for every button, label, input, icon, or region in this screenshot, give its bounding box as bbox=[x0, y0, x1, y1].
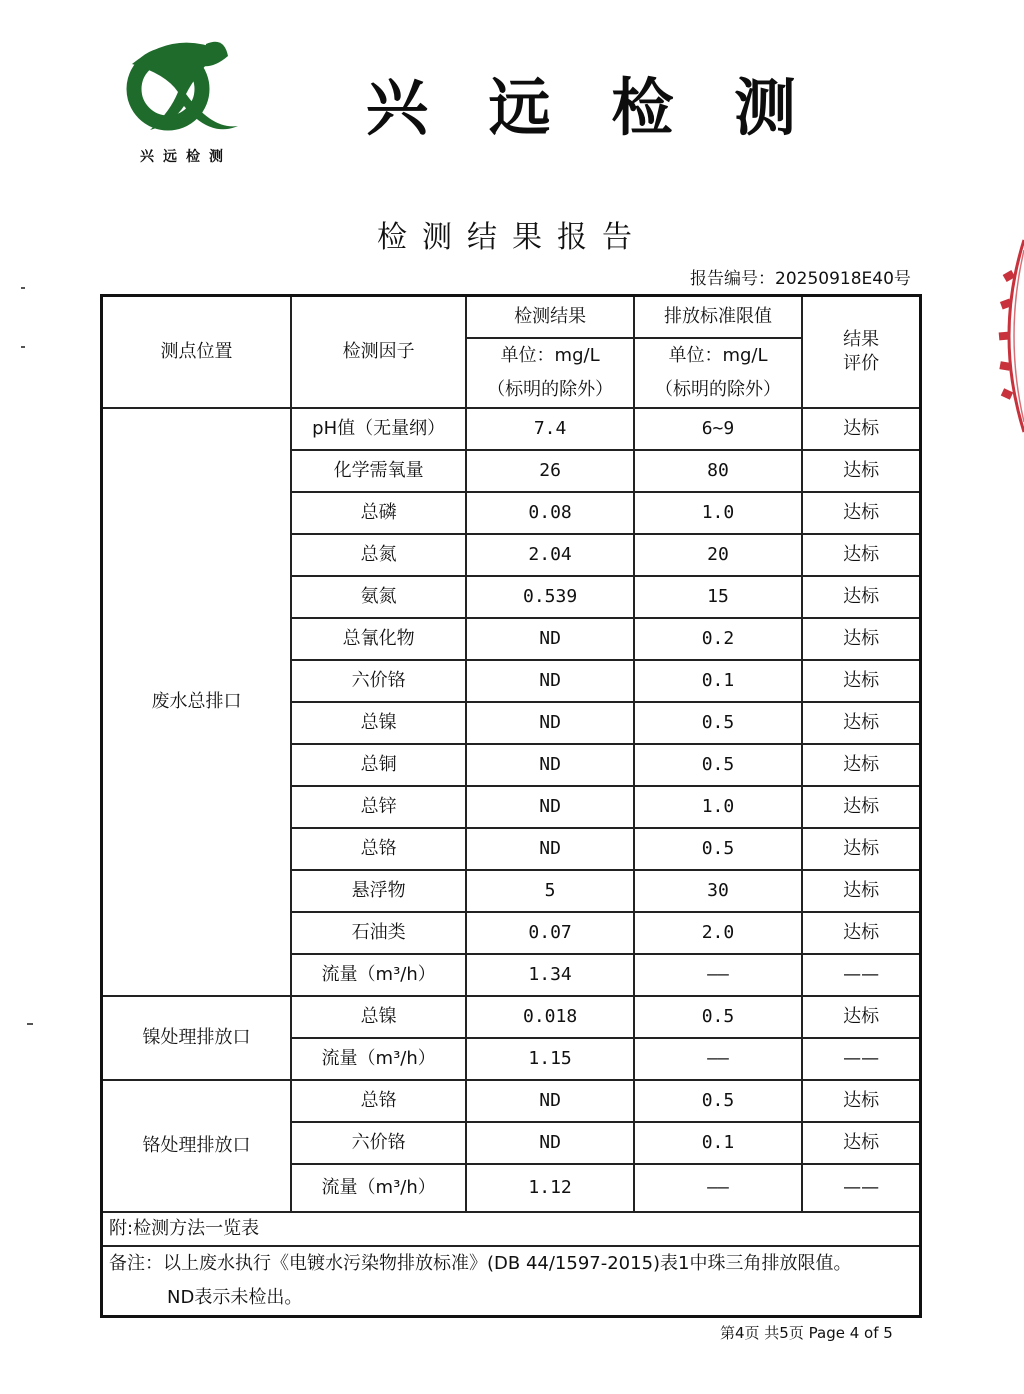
eval-cell: 达标 bbox=[802, 576, 920, 618]
eval-cell: —— bbox=[802, 954, 920, 996]
company-name bbox=[366, 62, 796, 142]
result-cell: 1.15 bbox=[466, 1038, 633, 1080]
limit-cell: 0.5 bbox=[634, 702, 802, 744]
report-number-label: 报告编号： bbox=[690, 269, 775, 289]
location-cell: 镍处理排放口 bbox=[102, 996, 291, 1080]
result-cell: ND bbox=[466, 1122, 633, 1164]
limit-cell: 0.1 bbox=[634, 660, 802, 702]
report-title: 检测结果报告 bbox=[377, 220, 647, 255]
eval-cell: 达标 bbox=[802, 534, 920, 576]
location-cell: 废水总排口 bbox=[102, 408, 291, 996]
factor-cell: pH值（无量纲） bbox=[291, 408, 466, 450]
eval-cell: 达标 bbox=[802, 912, 920, 954]
factor-cell: 流量（m³/h） bbox=[291, 954, 466, 996]
limit-cell: 15 bbox=[634, 576, 802, 618]
factor-cell: 氨氮 bbox=[291, 576, 466, 618]
limit-cell: 6~9 bbox=[634, 408, 802, 450]
factor-cell: 总铜 bbox=[291, 744, 466, 786]
result-cell: ND bbox=[466, 828, 633, 870]
factor-cell: 总氰化物 bbox=[291, 618, 466, 660]
seal-stamp-icon bbox=[990, 236, 1024, 436]
result-cell: ND bbox=[466, 618, 633, 660]
logo-mark-icon bbox=[122, 34, 250, 144]
table-row bbox=[102, 996, 921, 1038]
limit-cell: 80 bbox=[634, 450, 802, 492]
limit-cell: —— bbox=[634, 1164, 802, 1212]
page-number-en: Page 4 of 5 bbox=[808, 1324, 893, 1342]
result-cell: ND bbox=[466, 702, 633, 744]
eval-cell: —— bbox=[802, 1164, 920, 1212]
limit-cell: 20 bbox=[634, 534, 802, 576]
limit-cell: 1.0 bbox=[634, 492, 802, 534]
location-cell: 铬处理排放口 bbox=[102, 1080, 291, 1212]
factor-cell: 流量（m³/h） bbox=[291, 1038, 466, 1080]
factor-cell: 六价铬 bbox=[291, 660, 466, 702]
factor-cell: 总镍 bbox=[291, 996, 466, 1038]
note-cell bbox=[102, 1246, 921, 1317]
eval-cell: 达标 bbox=[802, 450, 920, 492]
factor-cell: 流量（m³/h） bbox=[291, 1164, 466, 1212]
header-result-unit bbox=[466, 338, 633, 408]
unit-text: 单位：mg/L bbox=[668, 344, 768, 366]
eval-cell: 达标 bbox=[802, 786, 920, 828]
eval-cell: 达标 bbox=[802, 996, 920, 1038]
header-factor: 检测因子 bbox=[291, 296, 466, 408]
limit-cell: 30 bbox=[634, 870, 802, 912]
scan-mark bbox=[27, 1023, 33, 1025]
eval-cell: 达标 bbox=[802, 744, 920, 786]
header-location: 测点位置 bbox=[102, 296, 291, 408]
note-line: 备注：以上废水执行《电镀水污染物排放标准》(DB 44/1597-2015)表1中珠三角排放限值。 bbox=[109, 1252, 852, 1274]
result-cell: 2.04 bbox=[466, 534, 633, 576]
result-cell: ND bbox=[466, 744, 633, 786]
eval-cell: —— bbox=[802, 1038, 920, 1080]
result-cell: 26 bbox=[466, 450, 633, 492]
limit-cell: 0.5 bbox=[634, 744, 802, 786]
factor-cell: 总铬 bbox=[291, 828, 466, 870]
table-row bbox=[102, 1080, 921, 1122]
eval-cell: 达标 bbox=[802, 492, 920, 534]
page-number-cn: 第4页 共5页 bbox=[720, 1324, 804, 1342]
company-char: 兴 bbox=[366, 70, 429, 144]
result-cell: ND bbox=[466, 660, 633, 702]
factor-cell: 总氮 bbox=[291, 534, 466, 576]
note-line: ND表示未检出。 bbox=[167, 1286, 303, 1308]
company-char: 检 bbox=[611, 70, 674, 144]
factor-cell: 六价铬 bbox=[291, 1122, 466, 1164]
page-footer bbox=[720, 1322, 893, 1343]
report-number bbox=[690, 264, 911, 289]
factor-cell: 化学需氧量 bbox=[291, 450, 466, 492]
eval-cell: 达标 bbox=[802, 660, 920, 702]
results-table bbox=[100, 294, 922, 1318]
header-limit: 排放标准限值 bbox=[634, 296, 802, 338]
header-evaluation-text: 结果评价 bbox=[843, 328, 880, 374]
eval-cell: 达标 bbox=[802, 702, 920, 744]
result-cell: ND bbox=[466, 786, 633, 828]
table-header-row bbox=[102, 296, 921, 338]
eval-cell: 达标 bbox=[802, 408, 920, 450]
unit-note-text: （标明的除外） bbox=[487, 378, 614, 400]
eval-cell: 达标 bbox=[802, 1080, 920, 1122]
table-row bbox=[102, 408, 921, 450]
limit-cell: 0.5 bbox=[634, 1080, 802, 1122]
result-cell: 5 bbox=[466, 870, 633, 912]
eval-cell: 达标 bbox=[802, 828, 920, 870]
appendix-cell: 附:检测方法一览表 bbox=[102, 1212, 921, 1246]
factor-cell: 总磷 bbox=[291, 492, 466, 534]
company-char: 远 bbox=[488, 70, 551, 144]
note-row bbox=[102, 1246, 921, 1317]
limit-cell: —— bbox=[634, 1038, 802, 1080]
limit-cell: 0.1 bbox=[634, 1122, 802, 1164]
result-cell: 0.018 bbox=[466, 996, 633, 1038]
limit-cell: 0.5 bbox=[634, 828, 802, 870]
result-cell: 1.12 bbox=[466, 1164, 633, 1212]
result-cell: 7.4 bbox=[466, 408, 633, 450]
report-number-value: 20250918E40号 bbox=[775, 269, 911, 289]
seal-stamp bbox=[990, 236, 1024, 436]
result-cell: 0.539 bbox=[466, 576, 633, 618]
result-cell: ND bbox=[466, 1080, 633, 1122]
scan-mark bbox=[21, 346, 25, 348]
eval-cell: 达标 bbox=[802, 870, 920, 912]
unit-text: 单位：mg/L bbox=[500, 344, 600, 366]
factor-cell: 总镍 bbox=[291, 702, 466, 744]
eval-cell: 达标 bbox=[802, 1122, 920, 1164]
limit-cell: —— bbox=[634, 954, 802, 996]
factor-cell: 悬浮物 bbox=[291, 870, 466, 912]
header-evaluation bbox=[802, 296, 920, 408]
logo-caption: 兴远检测 bbox=[140, 149, 232, 165]
result-cell: 0.08 bbox=[466, 492, 633, 534]
unit-note-text: （标明的除外） bbox=[654, 378, 781, 400]
header-result: 检测结果 bbox=[466, 296, 633, 338]
factor-cell: 总铬 bbox=[291, 1080, 466, 1122]
factor-cell: 总锌 bbox=[291, 786, 466, 828]
limit-cell: 0.2 bbox=[634, 618, 802, 660]
appendix-row bbox=[102, 1212, 921, 1246]
header-limit-unit bbox=[634, 338, 802, 408]
eval-cell: 达标 bbox=[802, 618, 920, 660]
company-char: 测 bbox=[733, 70, 796, 144]
limit-cell: 0.5 bbox=[634, 996, 802, 1038]
result-cell: 0.07 bbox=[466, 912, 633, 954]
result-cell: 1.34 bbox=[466, 954, 633, 996]
company-logo bbox=[122, 34, 250, 168]
scan-mark bbox=[21, 287, 25, 289]
limit-cell: 2.0 bbox=[634, 912, 802, 954]
factor-cell: 石油类 bbox=[291, 912, 466, 954]
limit-cell: 1.0 bbox=[634, 786, 802, 828]
